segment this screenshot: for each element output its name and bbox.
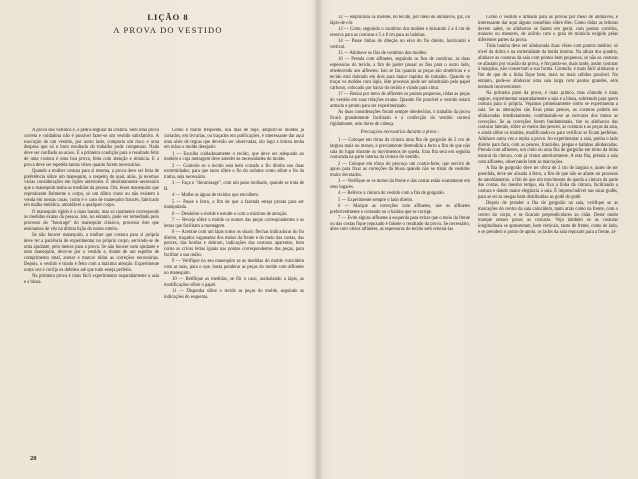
lesson-number: LIÇÃO 8: [147, 12, 189, 22]
list-item: 13 — Corte, seguindo o contôrno dos moldes e deixando 2 a 4 cm de reserva para as costuras e 5 a 8 cm para as bainhas.: [330, 27, 470, 38]
paragraph: As duas considerações foram sempre obedecidas, o trabalho da prova ficará grandemente facilitado e a confecção do vestido correrá rigidamente, sem dores de cabeça.: [330, 110, 470, 127]
list-item: 2 — Controle se o tecido está bem cortado a fio direito nas duas extremidades; para que tanto sôbre o fio do urdume como sôbre o fio da trama, seja necessário.: [164, 163, 304, 180]
list-item: 5 — Passe a ferro, a fim de que a fazenda esteja pronta para ser manipulada.: [164, 199, 304, 211]
list-item: 11 — Disponha sôbre o tecido as peças do molde, seguindo as indicações do esquema.: [164, 288, 304, 300]
paragraph: Na primeira prova é mais fácil experimentar separadamente a saia e a blusa.: [24, 273, 159, 285]
list-item: 4 — Molhe as águas de tecidos que encolhem.: [172, 193, 260, 199]
list-item: 3 — Faça o "decatissage", com um pano molhado, quando se trata de lã.: [164, 181, 304, 192]
lesson-title: A PROVA DO VESTIDO: [113, 25, 223, 35]
list-item: 3 — Verifique se os meios da frente e das costas estão exatamente em seus lugares.: [330, 179, 470, 190]
list-item: 6 — Marque as correções com alfinetes, use os alfinetes preferivelmente e cortando ou o bainha que se corrige.: [330, 203, 470, 215]
list-item: 5 — Experimente sempre o lado direito.: [338, 197, 414, 203]
paragraph: O manequim rígido é o mais barato, mas só raramente corresponde às medidas exatas da pessoa. Isto, no entanto, pode ser remediado pelo processo do "bourrage" do manequim clássico, processo êste que ensinamos de vêz na última lição do nosso roteiro.: [24, 209, 159, 232]
text-column-1: [24, 128, 159, 458]
list-item: 7 — Evite alguns alfinetes à esquerda para evitar que o meio da frente ou das costas fique repuxado e falseie o resultado da prova. Se necessário, alise com vários alfinetes, as espessuras do tecido sem retorná-las.: [330, 215, 470, 233]
paragraph: Depois de prender a fita de gorgorão na saia, verifique se as marcações do centro da saia coincidem, tanto atrás como na frente, com o centro do corpo, e se ficaram perpendiculares ao chão. Deste modo marque nesses panos as costuras. Veja também se as costuras longitudinais se apresentam, bem verticais, tanto de frente, como de lado, e se prendem o ponto de apoio, os lados da saia repuxam para a frente, al-: [478, 201, 618, 235]
list-item: 15 — Alinhave os fios de contôrno dos moldes.: [338, 51, 428, 56]
list-item: 12 — Reproduza os moldes, no tecido, por meio de alinhavos, giz, ou lápis-de-côr.: [330, 15, 470, 26]
section-subheading: Precauções necessárias durante a prova :: [360, 130, 440, 136]
text-column-3: [330, 15, 470, 475]
paragraph: Tôda bainha deve ser alinhavada duas vêzes com pontos médios: só nível da dobra e na extremidade da borda interna. Na altura dos quadris, alinhave as costuras da saia com pontos bem pequenos, se não as costuras se afastam por ocasião da prova, e forçando-se, mais tarde, assim costurar à máquina, não conservam a sua forma. Contudo, é mais fácil alinhavar a fim de que de a linha fique bem, mais ou mais sólidos possível. No entanto, pode-se alinhavar uma saia larga com pontos grandes, sem nenhum inconveniente.: [478, 44, 618, 90]
page-number: 20: [30, 455, 37, 462]
paragraph: Como o vestido é armado para as provas por meio de alinhavos, é interessante dar aqui alguns conselhos sôbre êles. Como tôdas as leitoras devem saber, os alinhavos se fazem em geral, com pontos corridos, maiores ou menores, de acôrdo com o grau de minúcia exigido pelas diferentes partes da prova.: [478, 15, 618, 43]
book-gutter: [313, 0, 323, 479]
list-item: 1 — Escolha cuidadosamente o tecido, que deve ser adequado ao modelo e cuja metragem deve atender às necessidades do molde.: [164, 151, 304, 163]
list-item: 8 — Acentue com um lápis todos os sinais: flechas indicadoras do fio direito, traçados vagueados dos meios da frente e do meio das costas, das pences, das bordas e debrum, indicações das costuras aparentes, bem como as crivas letras iguais nas pontas correspondentes das peças, para facilitar a sua união.: [164, 229, 304, 258]
paragraph: A fita de gorgorão deve ter cêrca de 2 cm de largura e, antes de ser prendida, deve ser alisada à ferro, a fim de que não se afaste no processo de amoldamento, a fim de que um movimento de queda a cintura da parte das costas. Ao mesmo tempo, ela fixa a linha da cintura, facilitando a costura e dando maior elegância à saia. É imprescindível nas saias godês, para se ter as nesgas bem distribuídas ao godê do godê.: [478, 166, 618, 200]
paragraph: Se não houver manequim, a mulher que costura para si própria deve ter a paciência de experimentar no próprio corpo, servindo-se de uma ajudante, pelo menos para a prova. Se não houver nem ajudante e nem manequim, deve-se por o vestido e, diante de um espelho de comprimento total, anotar e marcar tôdas as correções necessárias. Depois, o vestido é tirado e feito com a máxima atenção. Experimente outra vez e corrija os defeitos até que tudo esteja perfeito.: [24, 233, 159, 273]
list-item: 1 — Coloque em tôrno da cintura uma fita de gorgorão de 2 cm de largura mais ou menos, e previamente distendida a ferro a fim de que não saia do lugar durante os movimentos de queda. Esta fita será em seguida costurada na parte interna da cintura do vestido.: [330, 138, 470, 161]
list-item: 10 — Retifique as medidas, se fôr o caso, assinalando a lápis, as modificações sôbre o papel.: [164, 276, 304, 288]
list-item: 17 — Reúna por meio de alfinetes os pontos pequenos, tôdas as peças do vestido em suas relações exatas. Quando fôr possível o vestido estará armado e pronto para ser experimentado.: [330, 92, 470, 109]
paragraph: Na primeira parte da prova, é mais prático, mas cômodo e mais seguro, experimentar separadamente a saia e a blusa, sobretudo para quem costura para si própria. Vejamos primeiramente como se experimenta a saia. Se as alterações são fixas pelas pences, as costuras podem ser alinhavadas imediatamente, combinando-se as nervuras dos meios as correções. Se as correções forem fundamentais, tire os alinhavos das costuras laterais, sôbre os meios das pences, as costuras e as peças da saia, e ainda sôbre os moldes, modificando-os para verificar se ficam perfeitas. Alinhave outra vez e repita a prova. Ao experimentar a saia, ponha o lado direito para fora, com as pences, franzidos, pregas e bainhas alinhavadas. Prenda com alfinetes, um cinto ou uma fita de gorgorão em tôrno da linha natural da cintura, com já vimos anteriormente. A esta fita, prenda a saia com alfinetes, observando bem as marcações.: [478, 90, 618, 165]
list-item: 6 — Desdobre o molde e estude-o com o máximo de atenção.: [172, 211, 288, 217]
list-item: 4 — Reforce a cintura do vestido com a fita de gorgorão.: [338, 191, 445, 197]
list-item: 14 — Passe linhas de direção no eixo do fio direito, horizontal e vertical.: [330, 39, 470, 50]
paragraph: Quando a mulher costura para si mesma, a prova deve ser feita de preferência sôbre um manequim, a respeito do qual, aliás, já tecemos várias considerações em lições anteriores. É absolutamente necessário que o manequim tenha as medidas da pessoa. Ora, êsses manequins que reproduzem fielmente o corpo, só um dôbro custo ou não existem à venda em nossas casas, como é o caso de manequim francês, fabricado em malha metálica, amoldável a qualquer corpo.: [24, 168, 159, 209]
list-item: 16 — Prenda com alfinetes, seguindo os fios de contôrno, as duas espessuras do tecido, a fim de poder passar os fios para o outro lado, obedecendo aos alfinetes. Isto se faz quando as peças são simétricas e o tecido está dobrado em dois para maior rapidez do trabalho. Quando se traçar os moldes com lápis, êste processo pode ser substituído pelo papel carbono, colocado por baixo do tecido e virado para cima.: [330, 57, 470, 91]
text-column-2: [164, 128, 304, 458]
text-column-4: [478, 15, 618, 475]
paragraph: A prova dos vestidos é, a pedra-angular da costura. Sem uma prova correta e cuidadosa não é possível fazer-se um vestido satisfatório. A execução de um vestido, por outro lado, comporta um risco e uma despesa que só o bom resultado do trabalho pode compensar. Nada deve ser confiado ao acaso. É a primeira condição para o resultado feliz de uma costura é uma boa prova, feita com atenção e minúcia. E a prova deve ser repetida tantas vêzes quanto forem necessárias.: [24, 128, 159, 168]
list-item: 9 — Verifique no seu manequim se as medidas do molde coincidem com as suas, para o que, basta ponderar as peças do molde com alfinetes no manequim.: [164, 259, 304, 276]
paragraph: Como é muito freqüente, nos dias de hoje, adquirir-se moldes já cortados, em livrarias, ou traçados em publicações, é interessante dar aqui uma série de regras que deverão ser observadas, tão logo a leitora tenha em mãos o molde desejado:: [164, 128, 304, 151]
list-item: 7 — Reveja sôbre o molde os nomes das peças correspondentes e as letras que facilitam a montagem.: [164, 217, 304, 229]
list-item: 2 — Coloque em tôrno do pescoço um contra-forte, que servirá de apoio para fixar as correções da blusa quando não se tratar de vestidos muito decotados.: [330, 161, 470, 178]
lesson-header: [78, 12, 258, 35]
